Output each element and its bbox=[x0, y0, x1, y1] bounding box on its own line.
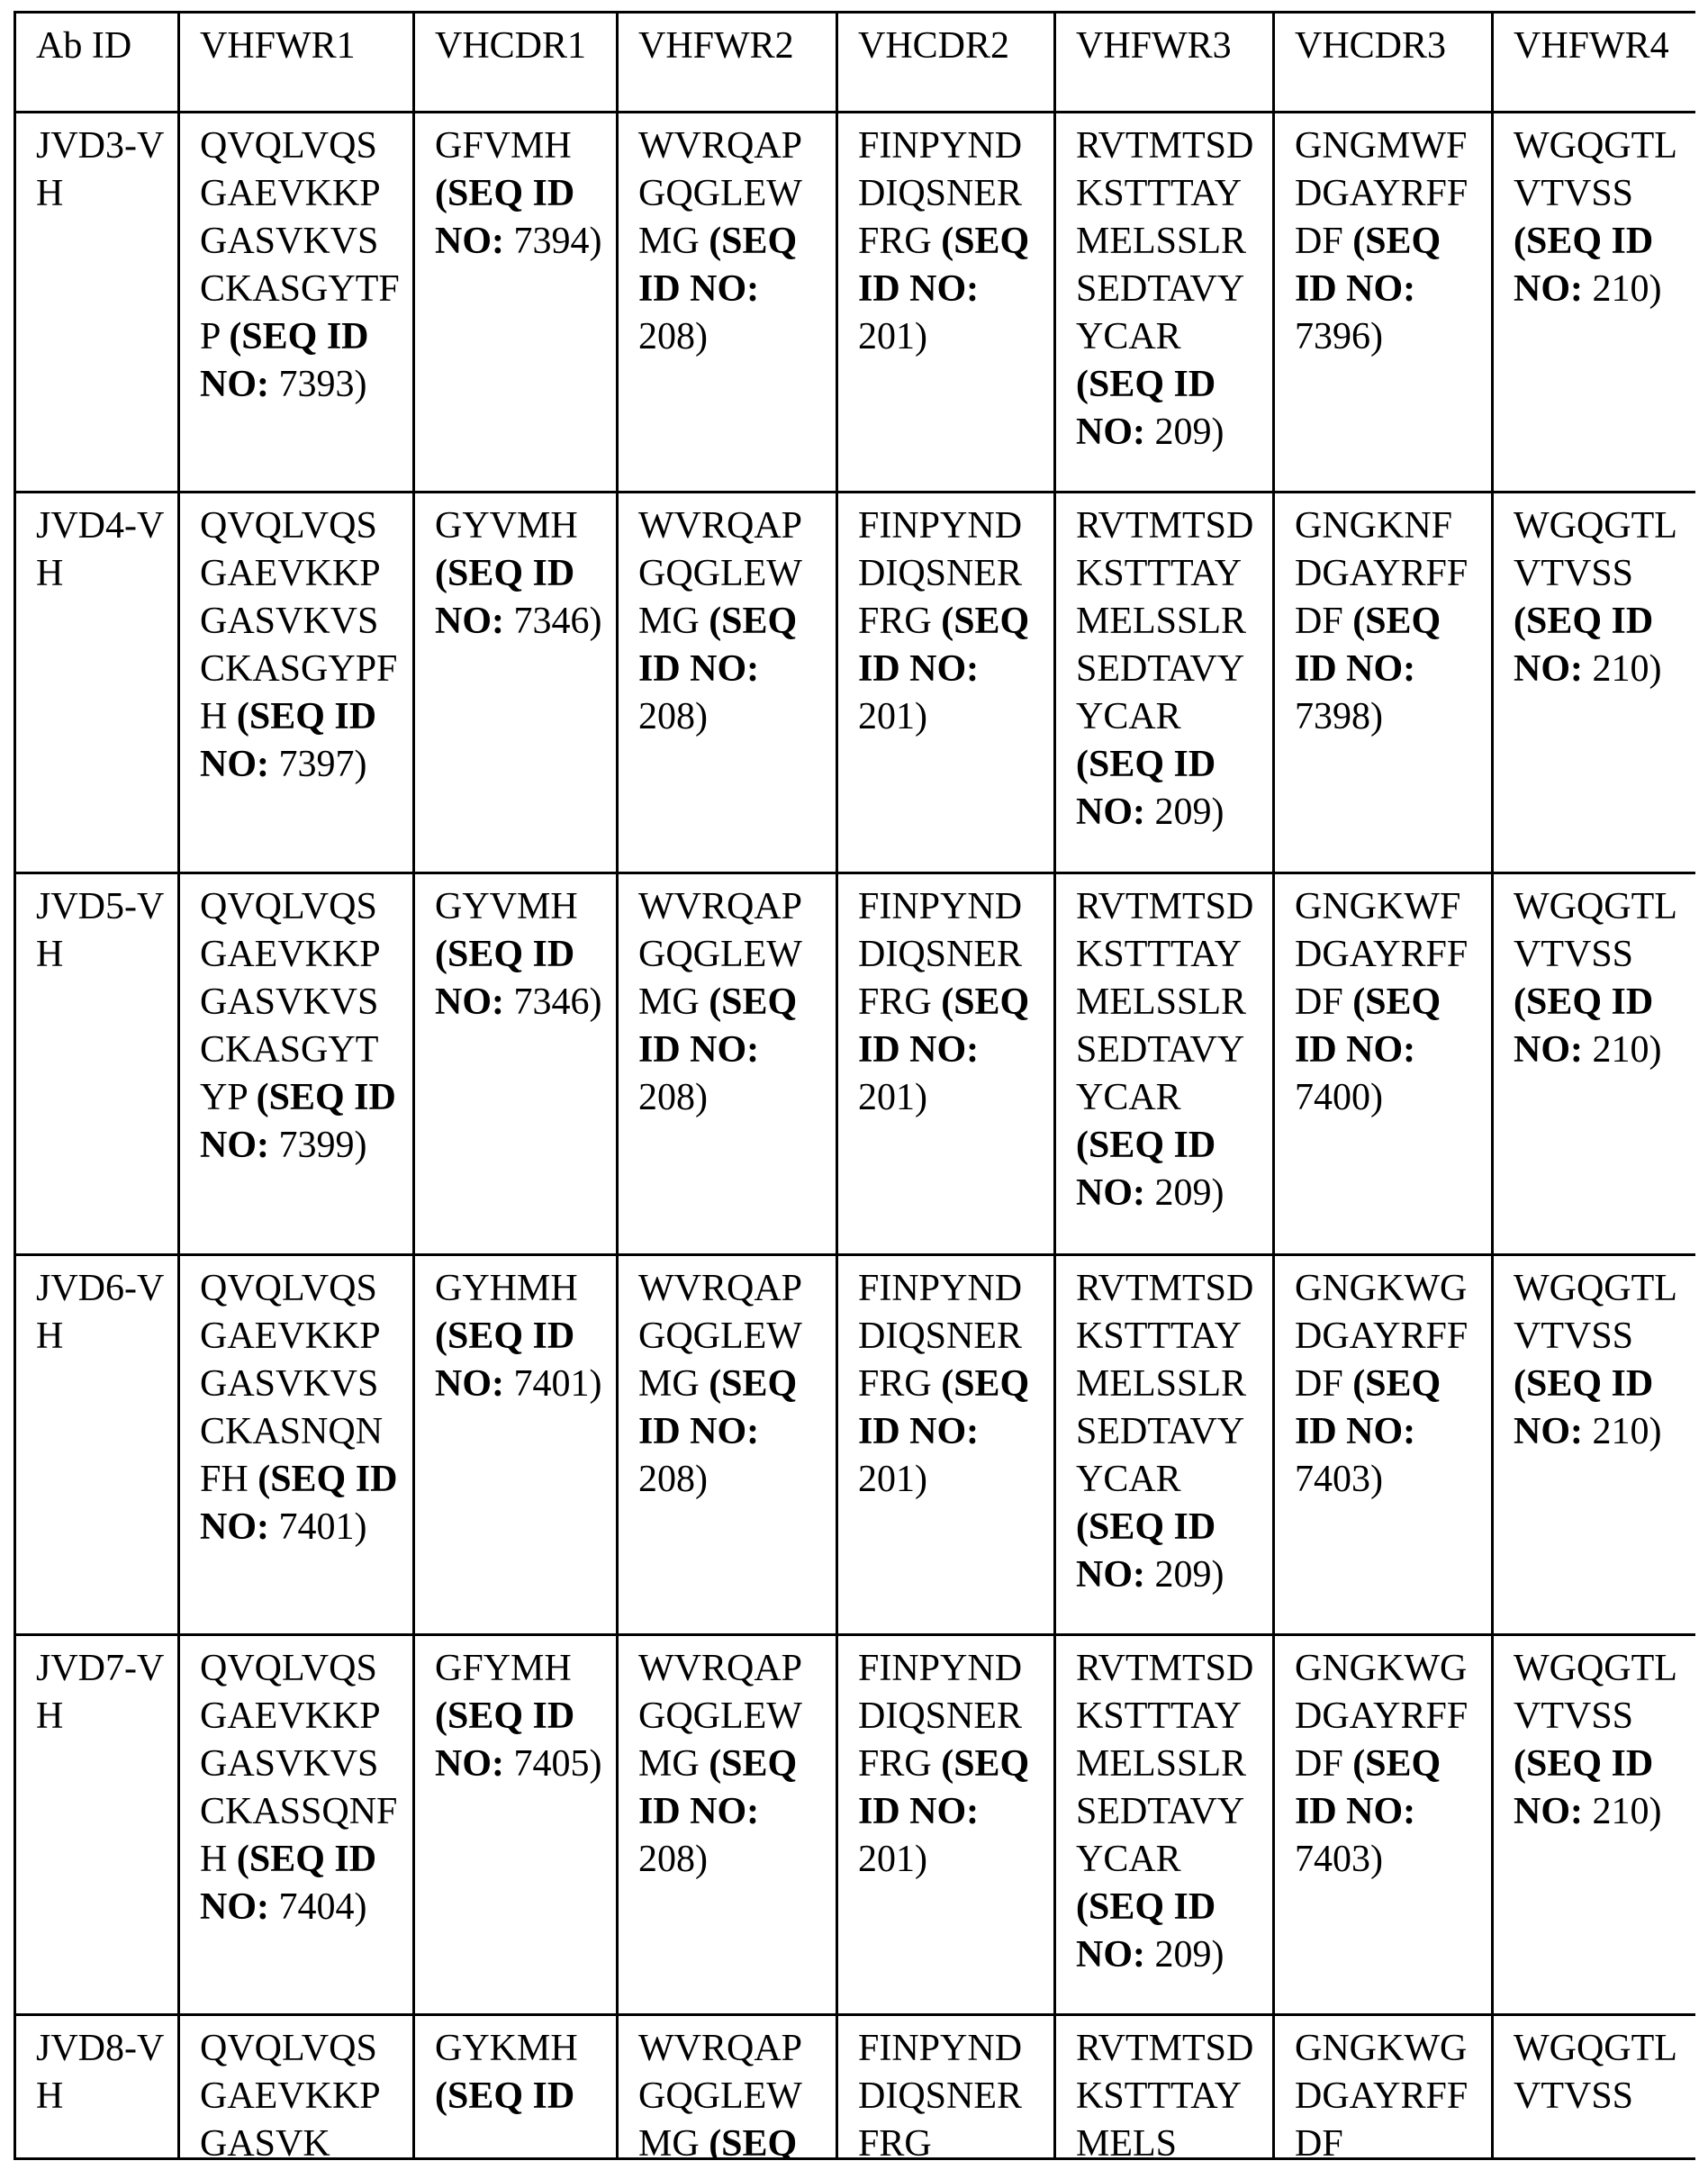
ab-id-cell: JVD7-VH bbox=[15, 1635, 179, 2015]
sequence-text: GFYMH bbox=[435, 1648, 572, 1689]
sequence-text: QVQLVQSGAEVKKPGASVKVSCKASSQNFH bbox=[200, 1648, 397, 1880]
seq-id-number: 7346) bbox=[514, 601, 602, 642]
seq-id-number: 201) bbox=[858, 1839, 927, 1880]
sequence-cell bbox=[1493, 493, 1696, 873]
seq-id-label: (SEQ ID NO: bbox=[1514, 601, 1653, 690]
seq-id-label: (SEQ ID NO: bbox=[435, 934, 574, 1023]
table-row bbox=[15, 2015, 1696, 2161]
sequence-text: RVTMTSDKSTTTAYMELSSLRSEDTAVYYCAR bbox=[1076, 505, 1253, 737]
sequence-cell bbox=[1274, 1255, 1493, 1635]
sequence-cell bbox=[837, 1635, 1055, 2015]
sequence-text: GNGKWGDGAYRFFDF bbox=[1295, 1648, 1468, 1785]
seq-id-number: 7403) bbox=[1295, 1459, 1383, 1500]
seq-id-number: 208) bbox=[638, 1077, 708, 1118]
seq-id-number: 208) bbox=[638, 696, 708, 737]
sequence-text: WGQGTLVTVSS bbox=[1514, 1268, 1677, 1357]
seq-id-number: 7346) bbox=[514, 981, 602, 1023]
header-vhfwr2: VHFWR2 bbox=[618, 13, 837, 113]
seq-id-label: (SEQ ID NO: bbox=[1076, 1886, 1215, 1976]
sequence-text: FINPYNDDIQSNERFRG bbox=[858, 125, 1022, 262]
sequence-cell bbox=[414, 873, 618, 1255]
seq-id-label: (SEQ ID NO: bbox=[200, 316, 369, 405]
seq-id-label: (SEQ ID NO: bbox=[435, 1695, 574, 1785]
sequence-text: GYHMH bbox=[435, 1268, 578, 1309]
seq-id-label: (SEQ ID NO: bbox=[435, 173, 574, 262]
seq-id-number: 209) bbox=[1155, 1172, 1225, 1214]
seq-id-number: 7403) bbox=[1295, 1839, 1383, 1880]
header-vhcdr1: VHCDR1 bbox=[414, 13, 618, 113]
sequence-cell bbox=[1055, 493, 1274, 873]
seq-id-number: 201) bbox=[858, 1077, 927, 1118]
table-body bbox=[15, 113, 1696, 2161]
seq-id-label: (SEQ ID NO: bbox=[1514, 1363, 1653, 1452]
sequence-cell bbox=[179, 1255, 414, 1635]
seq-id-label: (SEQ ID NO: bbox=[858, 221, 1029, 310]
seq-id-label: (SEQ ID NO: bbox=[1295, 221, 1441, 310]
seq-id-label: (SEQ ID NO: bbox=[1295, 981, 1441, 1071]
sequence-cell bbox=[1274, 1635, 1493, 2015]
seq-id-label: (SEQ ID NO: bbox=[200, 1459, 397, 1548]
sequence-cell bbox=[179, 113, 414, 493]
sequence-text: QVQLVQSGAEVKKPGASVKVSCKASGYPFH bbox=[200, 505, 397, 737]
table-row bbox=[15, 113, 1696, 493]
sequence-cell bbox=[1055, 873, 1274, 1255]
sequence-text: WGQGTLVTVSS bbox=[1514, 505, 1677, 594]
sequence-text: WVRQAPGQGLEWMG bbox=[638, 1648, 802, 1785]
sequence-text: QVQLVQSGAEVKKPGASVK bbox=[200, 2028, 381, 2160]
sequence-text: GNGKWFDGAYRFFDF bbox=[1295, 886, 1468, 1023]
sequence-text: GNGKNFDGAYRFFDF bbox=[1295, 505, 1468, 642]
seq-id-label: (SEQ ID NO: bbox=[200, 696, 376, 785]
sequence-text: FINPYNDDIQSNERFRG bbox=[858, 2028, 1022, 2160]
seq-id-label: (SEQ ID NO: bbox=[638, 221, 797, 310]
seq-id-number: 7397) bbox=[279, 744, 367, 785]
sequence-cell bbox=[837, 873, 1055, 1255]
sequence-cell bbox=[618, 493, 837, 873]
header-vhfwr3: VHFWR3 bbox=[1055, 13, 1274, 113]
table-row bbox=[15, 1635, 1696, 2015]
table-container bbox=[14, 11, 1695, 2160]
seq-id-label: (SEQ ID NO: bbox=[638, 981, 797, 1071]
seq-id-label: (SEQ ID bbox=[435, 2075, 574, 2117]
seq-id-number: 209) bbox=[1155, 1554, 1225, 1596]
sequence-text: WGQGTLVTVSS bbox=[1514, 886, 1677, 975]
sequence-cell bbox=[618, 113, 837, 493]
seq-id-number: 7394) bbox=[514, 221, 602, 262]
ab-id-cell: JVD3-VH bbox=[15, 113, 179, 493]
sequence-text: GYVMH bbox=[435, 886, 578, 927]
sequence-text: WVRQAPGQGLEWMG bbox=[638, 505, 802, 642]
sequence-text: WVRQAPGQGLEWMG bbox=[638, 1268, 802, 1405]
seq-id-number: 7405) bbox=[514, 1743, 602, 1785]
seq-id-label: (SEQ ID NO: bbox=[638, 601, 797, 690]
sequence-text: WGQGTLVTVSS bbox=[1514, 125, 1677, 214]
seq-id-number: 7401) bbox=[514, 1363, 602, 1405]
seq-id-label: (SEQ ID NO: bbox=[1076, 744, 1215, 833]
sequence-text: RVTMTSDKSTTTAYMELSSLRSEDTAVYYCAR bbox=[1076, 1648, 1253, 1880]
sequence-cell bbox=[414, 493, 618, 873]
seq-id-number: 7398) bbox=[1295, 696, 1383, 737]
sequence-text: WVRQAPGQGLEWMG bbox=[638, 125, 802, 262]
sequence-cell bbox=[618, 1255, 837, 1635]
sequence-text: QVQLVQSGAEVKKPGASVKVSCKASNQNFH bbox=[200, 1268, 383, 1500]
sequence-cell bbox=[414, 1635, 618, 2015]
sequence-text: GFVMH bbox=[435, 125, 572, 167]
seq-id-number: 201) bbox=[858, 696, 927, 737]
sequence-cell bbox=[837, 1255, 1055, 1635]
sequence-text: FINPYNDDIQSNERFRG bbox=[858, 886, 1022, 1023]
seq-id-label: (SEQ ID NO: bbox=[858, 1743, 1029, 1832]
sequence-text: WVRQAPGQGLEWMG bbox=[638, 886, 802, 1023]
ab-id-cell: JVD6-VH bbox=[15, 1255, 179, 1635]
seq-id-label: (SEQ ID NO: bbox=[858, 1363, 1029, 1452]
sequence-cell bbox=[1055, 1255, 1274, 1635]
sequence-text: RVTMTSDKSTTTAYMELS bbox=[1076, 2028, 1253, 2160]
header-vhfwr4: VHFWR4 bbox=[1493, 13, 1696, 113]
sequence-text: FINPYNDDIQSNERFRG bbox=[858, 1648, 1022, 1785]
seq-id-number: 201) bbox=[858, 1459, 927, 1500]
sequence-cell bbox=[1055, 2015, 1274, 2161]
seq-id-label: (SEQ ID NO: bbox=[1514, 221, 1653, 310]
sequence-text: WGQGTLVTVSS bbox=[1514, 2028, 1677, 2117]
sequence-cell bbox=[1274, 493, 1493, 873]
ab-id-cell: JVD8-VH bbox=[15, 2015, 179, 2161]
sequence-cell bbox=[179, 873, 414, 1255]
seq-id-number: 209) bbox=[1155, 411, 1225, 453]
seq-id-number: 209) bbox=[1155, 1934, 1225, 1976]
sequence-text: GNGMWFDGAYRFFDF bbox=[1295, 125, 1468, 262]
antibody-sequence-table bbox=[14, 11, 1695, 2160]
sequence-text: FINPYNDDIQSNERFRG bbox=[858, 505, 1022, 642]
sequence-cell bbox=[414, 1255, 618, 1635]
header-row bbox=[15, 13, 1696, 113]
seq-id-number: 7400) bbox=[1295, 1077, 1383, 1118]
sequence-cell bbox=[414, 2015, 618, 2161]
table-row bbox=[15, 1255, 1696, 1635]
sequence-text: RVTMTSDKSTTTAYMELSSLRSEDTAVYYCAR bbox=[1076, 1268, 1253, 1500]
sequence-cell bbox=[1274, 2015, 1493, 2161]
sequence-cell bbox=[618, 873, 837, 1255]
seq-id-number: 210) bbox=[1593, 648, 1662, 690]
sequence-cell bbox=[414, 113, 618, 493]
seq-id-label: (SEQ ID NO: bbox=[1076, 364, 1215, 453]
seq-id-number: 7399) bbox=[279, 1125, 367, 1166]
header-ab-id: Ab ID bbox=[15, 13, 179, 113]
sequence-text: GYKMH bbox=[435, 2028, 578, 2069]
sequence-cell bbox=[1493, 873, 1696, 1255]
seq-id-label: (SEQ ID NO: bbox=[1514, 1743, 1653, 1832]
sequence-cell bbox=[837, 2015, 1055, 2161]
sequence-cell bbox=[179, 2015, 414, 2161]
seq-id-label: (SEQ ID NO: bbox=[435, 1316, 574, 1405]
seq-id-label: (SEQ ID NO: bbox=[858, 601, 1029, 690]
seq-id-label: (SEQ ID NO: bbox=[858, 981, 1029, 1071]
sequence-cell bbox=[1493, 1255, 1696, 1635]
seq-id-number: 210) bbox=[1593, 1029, 1662, 1071]
sequence-cell bbox=[179, 493, 414, 873]
seq-id-number: 7401) bbox=[279, 1506, 367, 1548]
seq-id-label: (SEQ ID NO: bbox=[200, 1077, 396, 1166]
seq-id-label: (SEQ ID NO: bbox=[1076, 1125, 1215, 1214]
header-vhcdr2: VHCDR2 bbox=[837, 13, 1055, 113]
sequence-text: GYVMH bbox=[435, 505, 578, 547]
seq-id-label: (SEQ ID NO: bbox=[1514, 981, 1653, 1071]
seq-id-label: (SEQ ID NO: bbox=[1295, 601, 1441, 690]
seq-id-number: 210) bbox=[1593, 1791, 1662, 1832]
seq-id-label: (SEQ bbox=[709, 2123, 797, 2160]
header-vhcdr3: VHCDR3 bbox=[1274, 13, 1493, 113]
sequence-cell bbox=[1274, 113, 1493, 493]
table-row bbox=[15, 493, 1696, 873]
sequence-cell bbox=[618, 2015, 837, 2161]
sequence-cell bbox=[1055, 1635, 1274, 2015]
seq-id-number: 201) bbox=[858, 316, 927, 357]
seq-id-number: 7396) bbox=[1295, 316, 1383, 357]
seq-id-number: 208) bbox=[638, 1839, 708, 1880]
sequence-text: GNGKWGDGAYRFFDF bbox=[1295, 1268, 1468, 1405]
sequence-text: RVTMTSDKSTTTAYMELSSLRSEDTAVYYCAR bbox=[1076, 125, 1253, 357]
seq-id-label: (SEQ ID NO: bbox=[1076, 1506, 1215, 1596]
sequence-cell bbox=[1493, 113, 1696, 493]
ab-id-cell: JVD4-VH bbox=[15, 493, 179, 873]
seq-id-number: 208) bbox=[638, 316, 708, 357]
seq-id-number: 7393) bbox=[279, 364, 367, 405]
seq-id-number: 7404) bbox=[279, 1886, 367, 1928]
sequence-text: FINPYNDDIQSNERFRG bbox=[858, 1268, 1022, 1405]
seq-id-number: 210) bbox=[1593, 1411, 1662, 1452]
sequence-cell bbox=[1493, 2015, 1696, 2161]
sequence-cell bbox=[1493, 1635, 1696, 2015]
sequence-cell bbox=[1055, 113, 1274, 493]
seq-id-number: 210) bbox=[1593, 268, 1662, 310]
seq-id-label: (SEQ ID NO: bbox=[1295, 1363, 1441, 1452]
sequence-text: QVQLVQSGAEVKKPGASVKVSCKASGYTFP bbox=[200, 125, 400, 357]
ab-id-cell: JVD5-VH bbox=[15, 873, 179, 1255]
sequence-text: QVQLVQSGAEVKKPGASVKVSCKASGYTYP bbox=[200, 886, 381, 1118]
sequence-text: WGQGTLVTVSS bbox=[1514, 1648, 1677, 1737]
sequence-cell bbox=[837, 493, 1055, 873]
table-row bbox=[15, 873, 1696, 1255]
seq-id-number: 209) bbox=[1155, 791, 1225, 833]
seq-id-label: (SEQ ID NO: bbox=[435, 553, 574, 642]
sequence-cell bbox=[837, 113, 1055, 493]
sequence-cell bbox=[1274, 873, 1493, 1255]
sequence-text: RVTMTSDKSTTTAYMELSSLRSEDTAVYYCAR bbox=[1076, 886, 1253, 1118]
header-vhfwr1: VHFWR1 bbox=[179, 13, 414, 113]
seq-id-number: 208) bbox=[638, 1459, 708, 1500]
seq-id-label: (SEQ ID NO: bbox=[200, 1839, 376, 1928]
sequence-cell bbox=[618, 1635, 837, 2015]
seq-id-label: (SEQ ID NO: bbox=[638, 1743, 797, 1832]
sequence-cell bbox=[179, 1635, 414, 2015]
sequence-text: GNGKWGDGAYRFFDF bbox=[1295, 2028, 1468, 2160]
seq-id-label: (SEQ ID NO: bbox=[1295, 1743, 1441, 1832]
sequence-text: WVRQAPGQGLEWMG bbox=[638, 2028, 802, 2160]
seq-id-label: (SEQ ID NO: bbox=[638, 1363, 797, 1452]
